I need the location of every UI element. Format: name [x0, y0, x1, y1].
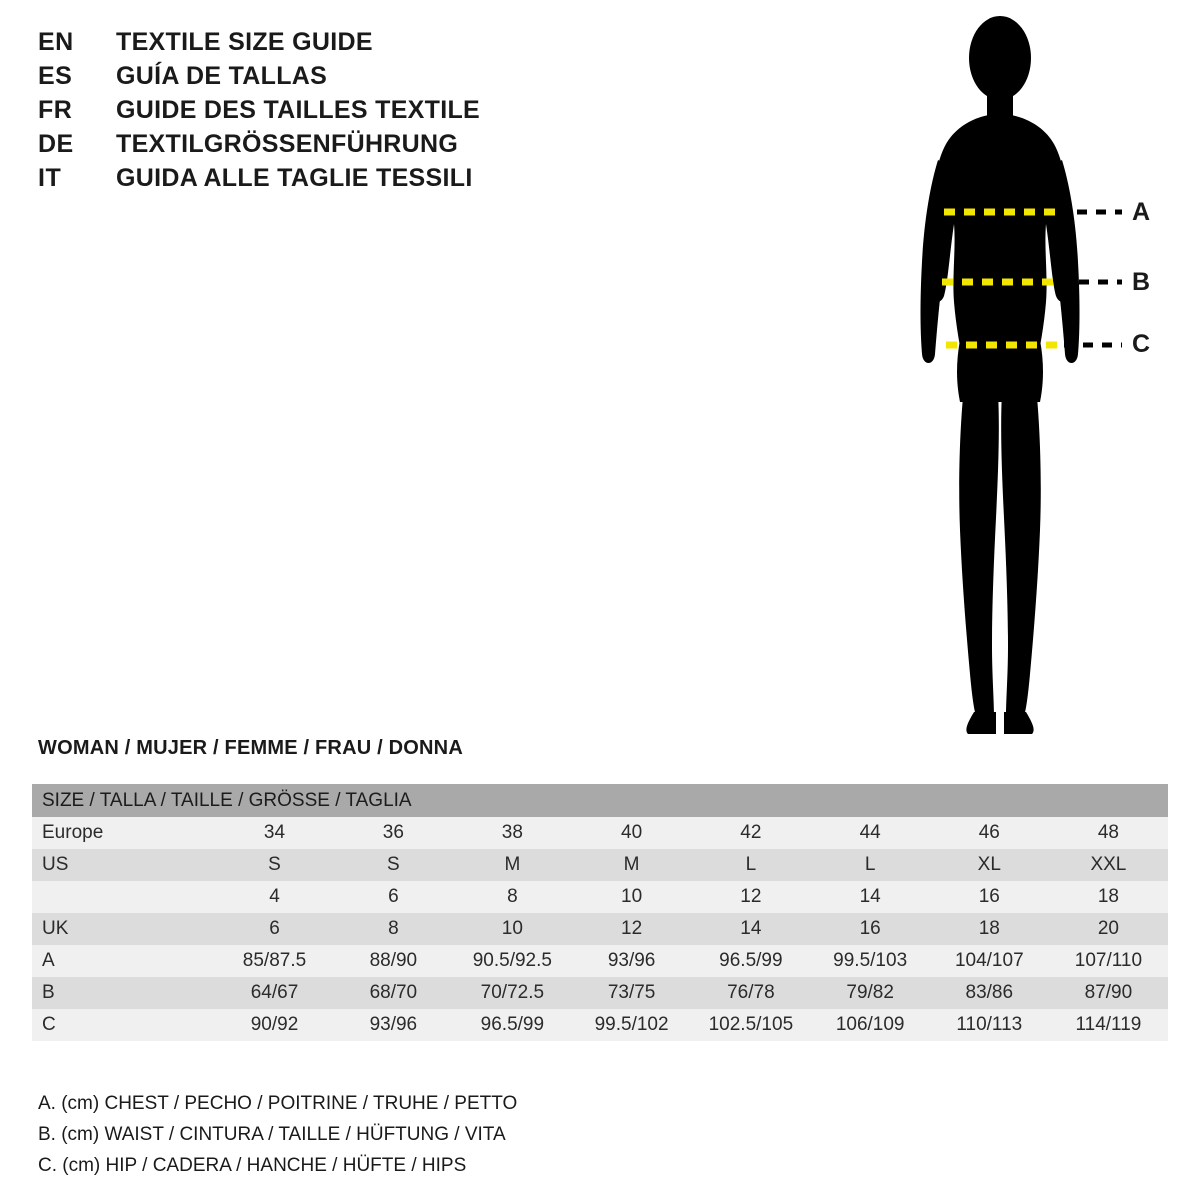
cell-b-0: 64/67 — [215, 977, 334, 1009]
title-lang-es: ES — [38, 62, 73, 90]
cell-c-4: 102.5/105 — [691, 1009, 810, 1041]
table-row — [32, 977, 1168, 1009]
title-block — [38, 28, 558, 198]
table-row — [32, 945, 1168, 977]
measurement-label-a: A — [1132, 198, 1151, 226]
footnote-a: A. (cm) CHEST / PECHO / POITRINE / TRUHE / PETTO — [38, 1093, 518, 1114]
cell-europe-0: 34 — [215, 817, 334, 849]
row-label-us-numeric — [32, 881, 215, 913]
title-text-es: GUÍA DE TALLAS — [116, 62, 328, 90]
row-label-c: C — [32, 1009, 215, 1041]
title-text-fr: GUIDE DES TAILLES TEXTILE — [116, 96, 481, 124]
title-row-es — [38, 62, 558, 96]
table-row — [32, 913, 1168, 945]
table-row — [32, 849, 1168, 881]
cell-c-7: 114/119 — [1049, 1009, 1168, 1041]
title-row-en — [38, 28, 558, 62]
cell-europe-7: 48 — [1049, 817, 1168, 849]
cell-a-2: 90.5/92.5 — [453, 945, 572, 977]
title-row-it — [38, 164, 558, 198]
row-label-us: US — [32, 849, 215, 881]
cell-uk-0: 6 — [215, 913, 334, 945]
cell-c-2: 96.5/99 — [453, 1009, 572, 1041]
footnote-b: B. (cm) WAIST / CINTURA / TAILLE / HÜFTUNG / VITA — [38, 1124, 506, 1145]
cell-uk-6: 18 — [930, 913, 1049, 945]
footnotes — [38, 1088, 738, 1181]
cell-us-7: XXL — [1049, 849, 1168, 881]
title-text-en: TEXTILE SIZE GUIDE — [116, 28, 373, 56]
cell-uk-3: 12 — [572, 913, 691, 945]
silhouette-svg — [860, 10, 1190, 750]
cell-usnum-0: 4 — [215, 881, 334, 913]
cell-us-1: S — [334, 849, 453, 881]
title-text-it: GUIDA ALLE TAGLIE TESSILI — [116, 164, 473, 192]
cell-c-0: 90/92 — [215, 1009, 334, 1041]
cell-europe-5: 44 — [811, 817, 930, 849]
measurement-label-c: C — [1132, 330, 1151, 358]
cell-us-3: M — [572, 849, 691, 881]
table-header-row — [32, 784, 1168, 817]
cell-b-7: 87/90 — [1049, 977, 1168, 1009]
cell-c-3: 99.5/102 — [572, 1009, 691, 1041]
cell-a-6: 104/107 — [930, 945, 1049, 977]
cell-europe-2: 38 — [453, 817, 572, 849]
cell-b-2: 70/72.5 — [453, 977, 572, 1009]
footnote-c: C. (cm) HIP / CADERA / HANCHE / HÜFTE / HIPS — [38, 1155, 467, 1176]
cell-us-2: M — [453, 849, 572, 881]
cell-europe-6: 46 — [930, 817, 1049, 849]
row-label-uk: UK — [32, 913, 215, 945]
cell-a-4: 96.5/99 — [691, 945, 810, 977]
cell-a-0: 85/87.5 — [215, 945, 334, 977]
cell-b-6: 83/86 — [930, 977, 1049, 1009]
cell-us-4: L — [691, 849, 810, 881]
title-text-de: TEXTILGRÖSSENFÜHRUNG — [116, 130, 459, 158]
cell-uk-7: 20 — [1049, 913, 1168, 945]
title-row-fr — [38, 96, 558, 130]
cell-b-5: 79/82 — [811, 977, 930, 1009]
cell-usnum-3: 10 — [572, 881, 691, 913]
cell-europe-3: 40 — [572, 817, 691, 849]
title-lang-de: DE — [38, 130, 74, 158]
cell-a-1: 88/90 — [334, 945, 453, 977]
cell-usnum-5: 14 — [811, 881, 930, 913]
cell-usnum-7: 18 — [1049, 881, 1168, 913]
cell-uk-5: 16 — [811, 913, 930, 945]
cell-b-4: 76/78 — [691, 977, 810, 1009]
cell-europe-4: 42 — [691, 817, 810, 849]
cell-c-1: 93/96 — [334, 1009, 453, 1041]
cell-a-7: 107/110 — [1049, 945, 1168, 977]
row-label-europe: Europe — [32, 817, 215, 849]
cell-uk-4: 14 — [691, 913, 810, 945]
title-lang-en: EN — [38, 28, 74, 56]
title-row-de — [38, 130, 558, 164]
cell-us-0: S — [215, 849, 334, 881]
cell-b-1: 68/70 — [334, 977, 453, 1009]
table-row — [32, 1009, 1168, 1041]
table-row — [32, 817, 1168, 849]
cell-uk-1: 8 — [334, 913, 453, 945]
title-lang-it: IT — [38, 164, 62, 192]
cell-usnum-2: 8 — [453, 881, 572, 913]
cell-usnum-6: 16 — [930, 881, 1049, 913]
measurement-label-b: B — [1132, 268, 1151, 296]
row-label-a: A — [32, 945, 215, 977]
row-label-b: B — [32, 977, 215, 1009]
cell-a-5: 99.5/103 — [811, 945, 930, 977]
cell-usnum-4: 12 — [691, 881, 810, 913]
cell-c-6: 110/113 — [930, 1009, 1049, 1041]
cell-c-5: 106/109 — [811, 1009, 930, 1041]
figure-woman-silhouette — [860, 10, 1190, 750]
title-lang-fr: FR — [38, 96, 73, 124]
table-row — [32, 881, 1168, 913]
cell-a-3: 93/96 — [572, 945, 691, 977]
cell-europe-1: 36 — [334, 817, 453, 849]
size-table — [32, 784, 1168, 1041]
cell-uk-2: 10 — [453, 913, 572, 945]
cell-us-6: XL — [930, 849, 1049, 881]
cell-b-3: 73/75 — [572, 977, 691, 1009]
table-header-label: SIZE / TALLA / TAILLE / GRÖSSE / TAGLIA — [32, 784, 1168, 817]
cell-usnum-1: 6 — [334, 881, 453, 913]
section-heading-woman: WOMAN / MUJER / FEMME / FRAU / DONNA — [38, 737, 463, 759]
cell-us-5: L — [811, 849, 930, 881]
